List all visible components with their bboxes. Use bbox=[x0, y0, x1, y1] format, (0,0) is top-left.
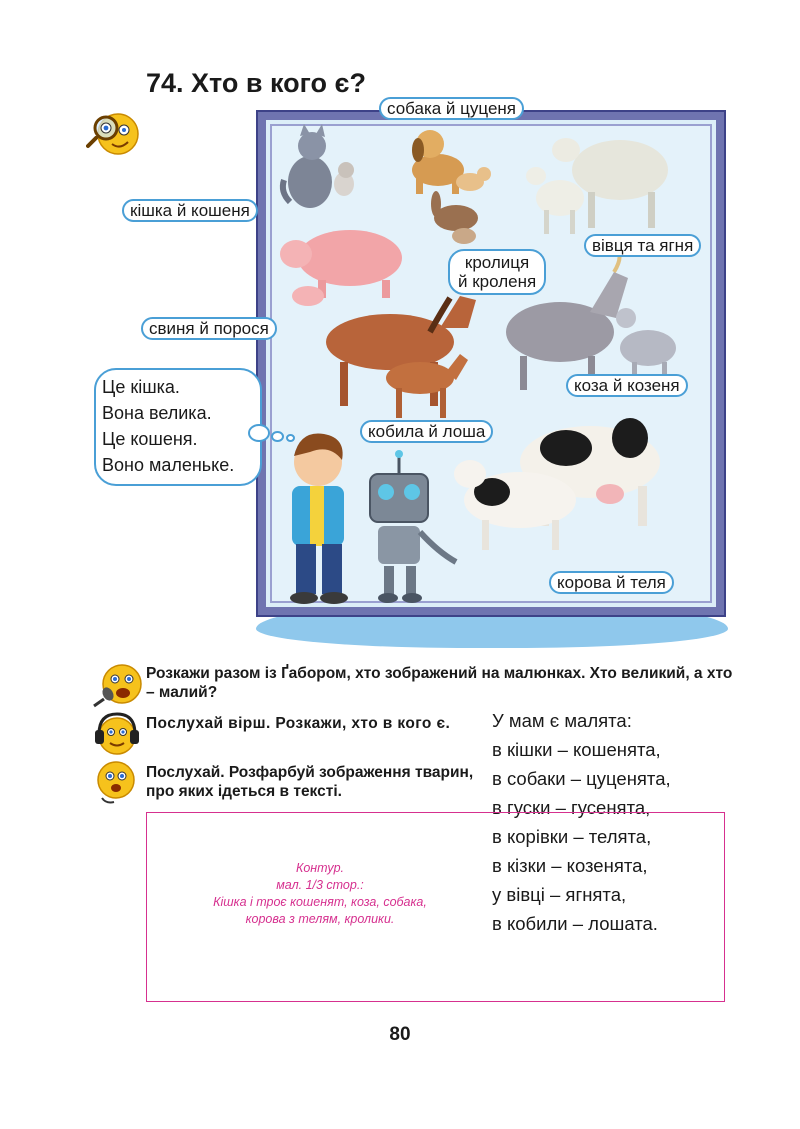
poem-line: в корівки – телята, bbox=[492, 826, 652, 847]
listening-emoji-icon bbox=[92, 758, 140, 806]
speech-bubble bbox=[94, 368, 262, 486]
horse-icon bbox=[326, 296, 476, 418]
boy-icon bbox=[290, 433, 348, 604]
speech-line: Воно маленьке. bbox=[102, 455, 235, 475]
label-dog: собака й цуценя bbox=[379, 97, 524, 120]
animals-illustration bbox=[270, 122, 716, 606]
image-placeholder-note: Контур. мал. 1/3 стор.: Кішка і троє кошенят, коза, собака, корова з телям, кролики. bbox=[213, 861, 427, 926]
sheep-icon bbox=[526, 138, 668, 234]
speech-line: Вона велика. bbox=[102, 403, 212, 423]
label-pig: свиня й порося bbox=[141, 317, 277, 340]
speech-line: Це кішка. bbox=[102, 377, 180, 397]
task-3-text: Послухай. Розфарбуй зображення тварин, про яких ідеться в тексті. bbox=[146, 764, 474, 800]
pig-icon bbox=[280, 230, 402, 306]
label-sheep: вівця та ягня bbox=[584, 234, 701, 257]
microphone-emoji-icon bbox=[90, 662, 144, 708]
dog-icon bbox=[412, 130, 491, 194]
task-1-text: Розкажи разом із Ґабором, хто зображений на малюнках. Хто великий, а хто – малий? bbox=[146, 665, 733, 701]
cat-icon bbox=[283, 124, 354, 208]
thought-dot bbox=[271, 431, 284, 442]
label-rabbit: кролиця й кроленя bbox=[448, 249, 546, 295]
robot-icon bbox=[370, 450, 456, 603]
rabbit-icon bbox=[431, 191, 478, 244]
poem-line: в кізки – козенята, bbox=[492, 855, 648, 876]
label-cow: корова й теля bbox=[549, 571, 674, 594]
lesson-title: 74. Хто в кого є? bbox=[146, 68, 366, 98]
magnifier-emoji-icon bbox=[86, 108, 140, 158]
poem-line: в кобили – лошата. bbox=[492, 913, 658, 934]
headphones-emoji-icon bbox=[94, 712, 140, 758]
thought-dot bbox=[286, 434, 295, 442]
page-number: 80 bbox=[389, 1024, 411, 1045]
poem-line: в гуски – гусенята, bbox=[492, 797, 651, 818]
label-goat: коза й козеня bbox=[566, 374, 688, 397]
task-2-text: Послухай вірш. Розкажи, хто в кого є. bbox=[146, 715, 451, 732]
poem-line: У мам є малята: bbox=[492, 710, 632, 731]
poem-line: в кішки – кошенята, bbox=[492, 739, 661, 760]
label-cat: кішка й кошеня bbox=[122, 199, 258, 222]
poem-line: в собаки – цуценята, bbox=[492, 768, 671, 789]
thought-dot bbox=[248, 424, 270, 442]
speech-line: Це кошеня. bbox=[102, 429, 198, 449]
poem-line: у вівці – ягнята, bbox=[492, 884, 627, 905]
label-horse: кобила й лоша bbox=[360, 420, 493, 443]
